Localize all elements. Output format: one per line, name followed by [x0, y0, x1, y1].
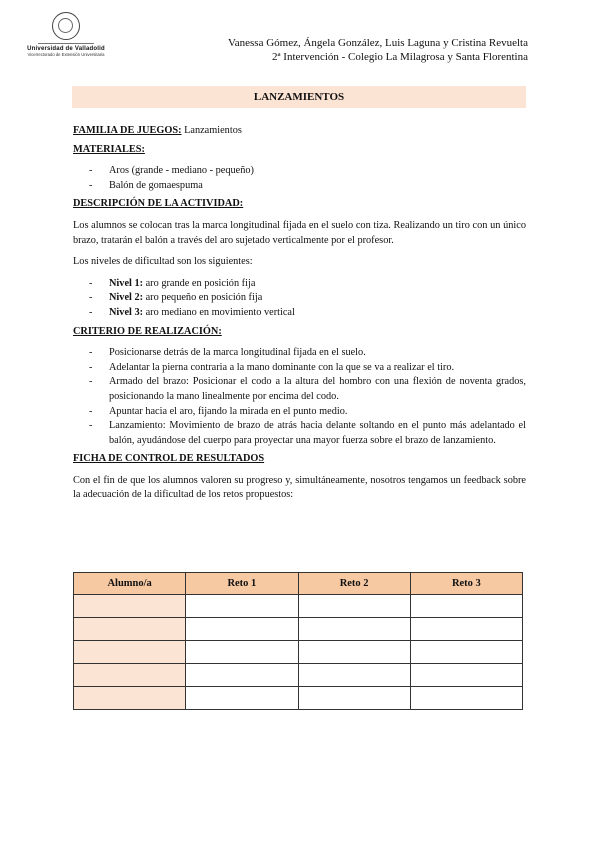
header-intervention: 2ª Intervención - Colegio La Milagrosa y Santa Florentina	[272, 50, 528, 63]
page-title: LANZAMIENTOS	[72, 86, 526, 108]
list-item: - Aros (grande - mediano - pequeño)	[73, 164, 526, 179]
family-value: Lanzamientos	[184, 125, 242, 136]
criteria-list	[73, 346, 526, 448]
student-cell[interactable]	[74, 664, 186, 687]
table-row	[74, 664, 523, 687]
level-text: aro grande en posición fija	[145, 277, 256, 289]
result-cell[interactable]	[186, 618, 298, 641]
university-seal-icon	[52, 12, 80, 40]
table-row	[74, 687, 523, 710]
level-item	[73, 277, 526, 292]
column-header: Alumno/a	[74, 573, 186, 595]
result-cell[interactable]	[298, 618, 410, 641]
result-cell[interactable]	[410, 595, 522, 618]
column-header: Reto 2	[298, 573, 410, 595]
criteria-heading: CRITERIO DE REALIZACIÓN:	[73, 325, 222, 337]
level-text: aro pequeño en posición fija	[145, 292, 263, 304]
result-cell[interactable]	[298, 641, 410, 664]
logo-subtitle: Vicerrectorado de Extensión Universitaria	[27, 52, 105, 57]
results-table-body	[74, 595, 523, 710]
result-cell[interactable]	[298, 664, 410, 687]
family-line	[73, 124, 526, 139]
student-cell[interactable]	[74, 641, 186, 664]
result-cell[interactable]	[186, 641, 298, 664]
level-label: Nivel 3:	[109, 306, 144, 318]
table-row	[74, 595, 523, 618]
level-label: Nivel 2:	[109, 292, 144, 304]
university-logo	[16, 12, 116, 57]
result-cell[interactable]	[410, 687, 522, 710]
result-cell[interactable]	[410, 618, 522, 641]
list-item: - Posicionarse detrás de la marca longitudinal fijada en el suelo.	[73, 346, 526, 361]
level-item	[73, 291, 526, 306]
materials-heading: MATERIALES:	[73, 143, 145, 155]
page-header	[228, 37, 528, 64]
result-cell[interactable]	[298, 595, 410, 618]
table-row	[74, 641, 523, 664]
list-item: - Armado del brazo: Posicionar el codo a la altura del hombro con una flexión de noventa grados, posicionando la mano linealmente por encima del codo.	[73, 375, 526, 404]
description-paragraph: Los alumnos se colocan tras la marca longitudinal fijada en el suelo con tiza. Realizando un tiro con un único brazo, tratarán el balón a través del aro sujetado verticalmente por el profesor.	[73, 219, 526, 246]
family-label: FAMILIA DE JUEGOS:	[73, 125, 182, 136]
table-header-row	[74, 573, 523, 595]
student-cell[interactable]	[74, 595, 186, 618]
materials-list	[73, 164, 526, 193]
student-cell[interactable]	[74, 618, 186, 641]
list-item: - Balón de gomaespuma	[73, 179, 526, 194]
logo-university-name: Universidad de Valladolid	[27, 46, 105, 52]
list-item: - Adelantar la pierna contraria a la mano dominante con la que se va a realizar el tiro.	[73, 361, 526, 376]
description-heading: DESCRIPCIÓN DE LA ACTIVIDAD:	[73, 198, 244, 210]
level-item	[73, 306, 526, 321]
result-cell[interactable]	[410, 664, 522, 687]
logo-divider	[38, 43, 94, 44]
list-item: - Lanzamiento: Movimiento de brazo de atrás hacia delante soltando en el punto más adelantado el balón, ayudándose del cuerpo para proyectar una mayor fuerza sobre el brazo de lanzamiento.	[73, 419, 526, 448]
result-cell[interactable]	[410, 641, 522, 664]
results-heading: FICHA DE CONTROL DE RESULTADOS	[73, 453, 265, 465]
result-cell[interactable]	[298, 687, 410, 710]
results-table	[73, 572, 523, 710]
result-cell[interactable]	[186, 664, 298, 687]
result-cell[interactable]	[186, 595, 298, 618]
student-cell[interactable]	[74, 687, 186, 710]
table-row	[74, 618, 523, 641]
level-label: Nivel 1:	[109, 277, 144, 289]
level-text: aro mediano en movimiento vertical	[145, 306, 295, 318]
document-body	[73, 124, 526, 503]
levels-intro: Los niveles de dificultad son los siguientes:	[73, 256, 253, 268]
column-header: Reto 1	[186, 573, 298, 595]
result-cell[interactable]	[186, 687, 298, 710]
results-paragraph: Con el fin de que los alumnos valoren su progreso y, simultáneamente, nosotros tengamos un feedback sobre la adecuación de la dificultad de los retos propuestos:	[73, 474, 526, 501]
column-header: Reto 3	[410, 573, 522, 595]
list-item: - Apuntar hacia el aro, fijando la mirada en el punto medio.	[73, 405, 526, 420]
levels-list	[73, 277, 526, 321]
header-authors: Vanessa Gómez, Ángela González, Luis Laguna y Cristina Revuelta	[228, 37, 528, 49]
